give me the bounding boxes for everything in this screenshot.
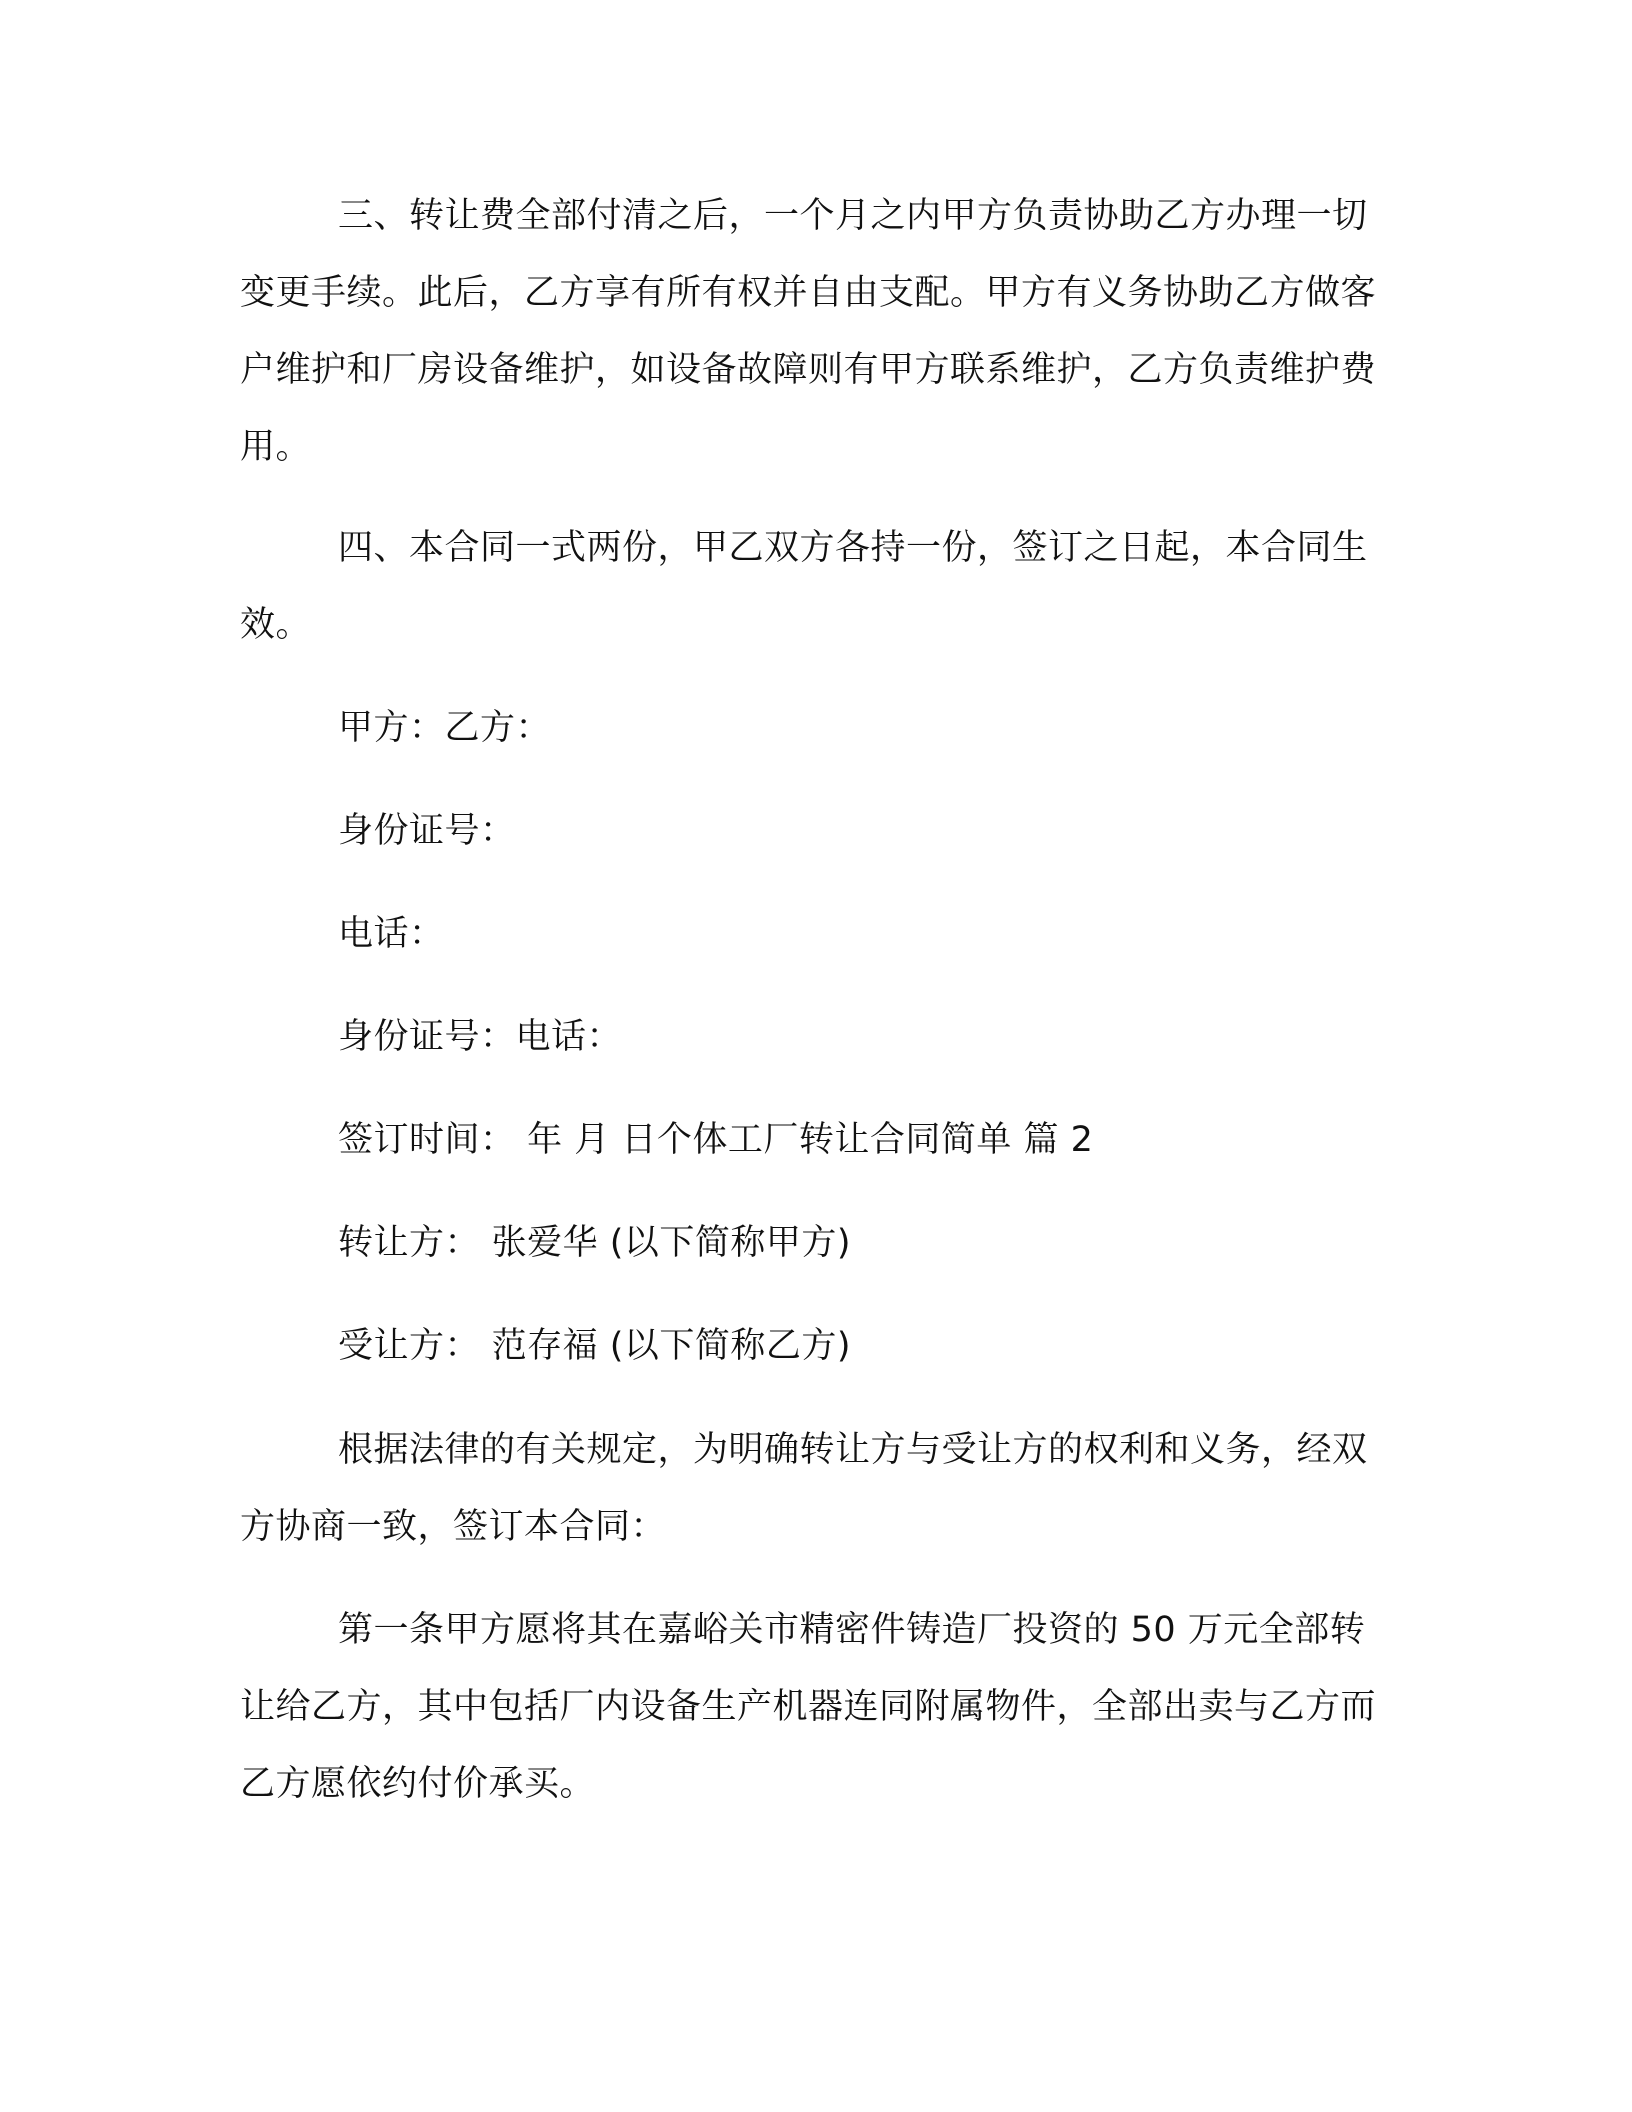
article-one-paragraph: 第一条甲方愿将其在嘉峪关市精密件铸造厂投资的 50 万元全部转让给乙方，其中包括厂内设备生产机器连同附属物件，全部出卖与乙方而乙方愿依约付价承买。 [240,1610,1377,1804]
signing-time-line: 签订时间： 年 月 日个体工厂转让合同简单 篇 2 [338,1120,1094,1160]
phone-line: 电话： [338,914,445,954]
transferee-line: 受让方： 范存福 (以下简称乙方) [338,1326,852,1366]
clause-three-paragraph: 三、转让费全部付清之后，一个月之内甲方负责协助乙方办理一切变更手续。此后，乙方享有所有权并自由支配。甲方有义务协助乙方做客户维护和厂房设备维护，如设备故障则有甲方联系维护，乙方负责维护费用。 [240,196,1377,467]
party-signature-line: 甲方：乙方： [338,708,552,748]
clause-four-paragraph: 四、本合同一式两份，甲乙双方各持一份，签订之日起，本合同生效。 [240,528,1368,645]
id-phone-line: 身份证号：电话： [338,1017,623,1057]
transferor-line: 转让方： 张爱华 (以下简称甲方) [338,1223,852,1263]
id-number-line: 身份证号： [338,811,516,851]
preamble-paragraph: 根据法律的有关规定，为明确转让方与受让方的权利和义务，经双方协商一致，签订本合同： [240,1430,1368,1547]
